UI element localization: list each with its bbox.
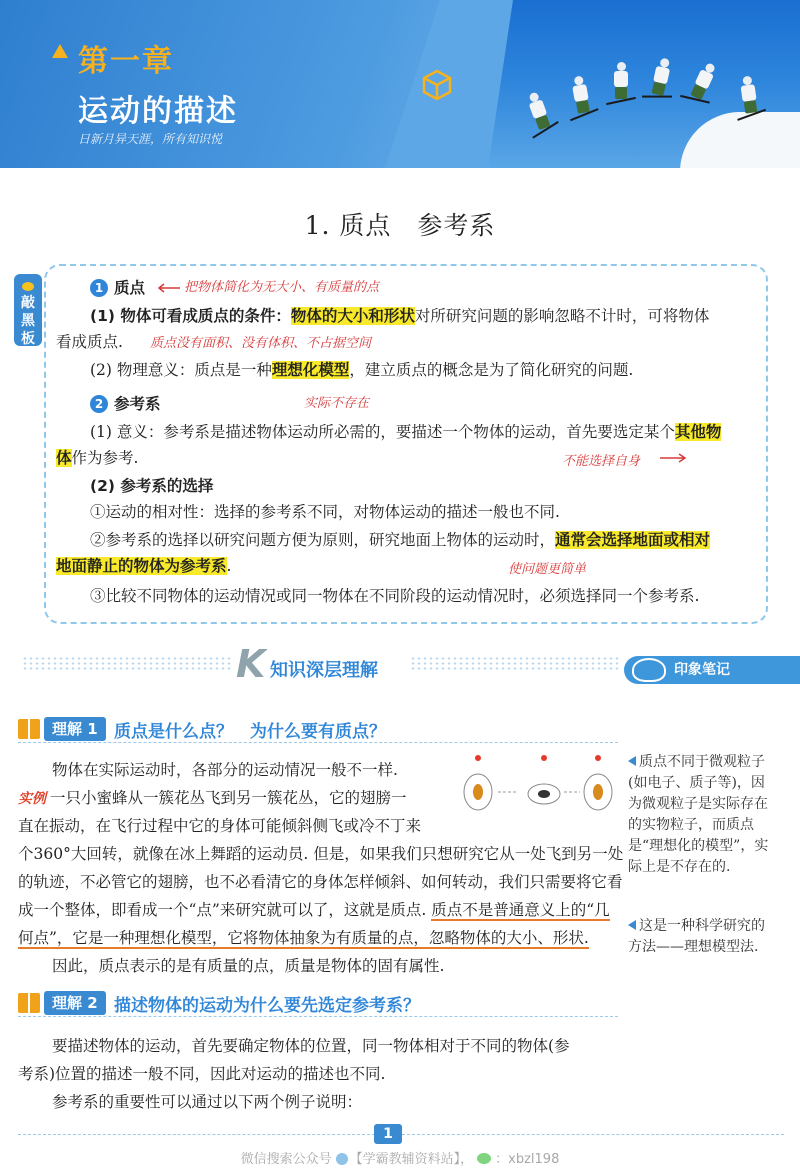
understanding-question: 描述物体的运动为什么要先选定参考系？ xyxy=(114,996,420,1016)
understanding-tag: 理解 2 xyxy=(44,991,106,1015)
chapter-banner xyxy=(0,0,800,168)
text-line xyxy=(90,304,709,326)
highlight-text: 其他物 xyxy=(674,423,722,441)
globe-icon xyxy=(336,1153,348,1165)
blackboard-box xyxy=(44,264,768,624)
underlined-text: 质点不是普通意义上的“几 xyxy=(431,901,610,919)
cube-icon xyxy=(420,68,454,102)
text-span: ②参考系的选择以研究问题方便为原则，研究地面上物体的运动时， xyxy=(90,531,556,549)
footer-text: 微信搜索公众号 xyxy=(240,1152,332,1167)
paragraph-line xyxy=(18,786,407,808)
highlight-text: 物体的大小和形状 xyxy=(290,307,415,325)
text-span: (1) 物体可看成质点的条件： xyxy=(90,307,291,325)
text-span: (1) 意义：参考系是描述物体运动所必需的，要描述一个物体的运动，首先要选定某个 xyxy=(90,423,675,441)
knowledge-title: 知识深层理解 xyxy=(270,660,378,681)
chapter-number: 第一章 xyxy=(78,44,174,79)
note-no-volume: 质点没有面积、没有体积、不占据空间 xyxy=(150,336,372,351)
understanding-1-header xyxy=(18,716,618,742)
highlight-text: 体 xyxy=(56,449,72,467)
notes-label: 印象笔记 xyxy=(674,662,730,678)
elephant-icon xyxy=(632,658,666,682)
footer-text: 【学霸教辅资料站】， xyxy=(349,1152,474,1167)
number-badge: 1 xyxy=(90,279,108,297)
text-line: ③比较不同物体的运动情况或同一物体在不同阶段的运动情况时，必须选择同一个参考系. xyxy=(90,587,700,605)
text-span: 一只小蜜蜂从一簇花丛飞到另一簇花丛，它的翅膀一 xyxy=(50,789,407,807)
paragraph-line xyxy=(18,926,589,948)
blackboard-tag-label: 敲黑板 xyxy=(21,295,35,347)
skier-figure xyxy=(612,62,630,102)
side-note-2 xyxy=(628,916,778,958)
dot-divider xyxy=(22,656,232,670)
footer-watermark xyxy=(0,1148,800,1167)
text-line: (2) 参考系的选择 xyxy=(90,477,214,495)
paragraph-line: 的轨迹，不必管它的翅膀，也不必看清它的身体怎样倾斜、如何转动，我们只需要将它看 xyxy=(18,873,623,891)
paragraph-line: 考系)位置的描述一般不同，因此对运动的描述也不同. xyxy=(18,1065,386,1083)
example-label: 实例 xyxy=(18,791,46,807)
banner-handwriting: 日新月异天涯，所有知识悦 xyxy=(78,132,223,146)
note-simpler: 使问题更简单 xyxy=(508,562,587,577)
highlight-text: 地面静止的物体为参考系 xyxy=(56,557,227,575)
highlight-text: 理想化模型 xyxy=(271,361,350,379)
chapter-triangle-icon xyxy=(52,44,68,58)
footer-text: ：xbzl198 xyxy=(495,1152,560,1167)
knowledge-logo: K xyxy=(236,642,266,686)
heading-text: 质点 xyxy=(114,279,146,297)
page-number: 1 xyxy=(374,1124,402,1144)
paragraph-line: 个360°大回转，就像在冰上舞蹈的运动员. 但是，如果我们只想研究它从一处飞到另一处 xyxy=(18,845,624,863)
paragraph-line xyxy=(18,898,610,920)
book-icon xyxy=(18,719,40,739)
chapter-title: 运动的描述 xyxy=(78,94,238,129)
heading-reference-frame xyxy=(90,392,161,414)
arrow-icon xyxy=(156,282,182,294)
side-note-text: 这是一种科学研究的方法——理想模型法. xyxy=(628,918,765,955)
understanding-2-header xyxy=(18,990,618,1016)
section-title: 1. 质点 参考系 xyxy=(304,211,496,240)
triangle-marker-icon xyxy=(628,920,636,930)
note-not-self: 不能选择自身 xyxy=(562,454,641,469)
text-span: (2) 物理意义：质点是一种 xyxy=(90,361,272,379)
bee-illustration xyxy=(462,752,622,822)
heading-text: 参考系 xyxy=(114,395,161,413)
text-line xyxy=(56,446,138,468)
note-not-exist: 实际不存在 xyxy=(304,396,370,411)
text-span: 成一个整体，即看成一个“点”来研究就可以了，这就是质点. xyxy=(18,901,432,919)
text-span: . xyxy=(226,557,232,575)
pin-icon xyxy=(22,282,34,291)
side-note-text: 质点不同于微观粒子(如电子、质子等)，因为微观粒子是实际存在的实物粒子，而质点是“理想化的模型”，实际上是不存在的. xyxy=(628,754,769,875)
paragraph-line: 参考系的重要性可以通过以下两个例子说明： xyxy=(52,1093,363,1111)
triangle-marker-icon xyxy=(628,756,636,766)
text-span: ，建立质点的概念是为了简化研究的问题. xyxy=(349,361,634,379)
text-line xyxy=(90,420,721,442)
underlined-text: 何点”，它是一种理想化模型，它将物体抽象为有质量的点，忽略物体的大小、形状. xyxy=(18,929,589,947)
dashed-rule xyxy=(18,742,618,744)
understanding-question: 质点是什么点？ 为什么要有质点？ xyxy=(114,722,386,742)
text-line: 看成质点. xyxy=(56,333,123,351)
note-point-mass: 把物体简化为无大小、有质量的点 xyxy=(184,280,380,295)
text-line xyxy=(90,358,633,380)
arrow-icon xyxy=(658,452,688,464)
side-note-1 xyxy=(628,752,778,878)
highlight-text: 通常会选择地面或相对 xyxy=(555,531,711,549)
text-line xyxy=(56,554,231,576)
text-line xyxy=(90,528,710,550)
paragraph-line: 物体在实际运动时，各部分的运动情况一般不一样. xyxy=(52,761,398,779)
understanding-tag: 理解 1 xyxy=(44,717,106,741)
heading-point-mass xyxy=(90,276,145,298)
dot-divider xyxy=(410,656,620,670)
text-span: 作为参考. xyxy=(71,449,139,467)
blackboard-tag xyxy=(14,274,42,346)
text-span: 对所研究问题的影响忽略不计时，可将物体 xyxy=(414,307,710,325)
paragraph-line: 直在振动，在飞行过程中它的身体可能倾斜侧飞或冷不丁来 xyxy=(18,817,422,835)
number-badge: 2 xyxy=(90,395,108,413)
text-line: ①运动的相对性：选择的参考系不同，对物体运动的描述一般也不同. xyxy=(90,503,560,521)
paragraph-line: 要描述物体的运动，首先要确定物体的位置，同一物体相对于不同的物体(参 xyxy=(52,1037,570,1055)
paragraph-line: 因此，质点表示的是有质量的点，质量是物体的固有属性. xyxy=(52,957,445,975)
book-icon xyxy=(18,993,40,1013)
wechat-icon xyxy=(477,1153,491,1164)
dashed-rule xyxy=(18,1016,618,1018)
